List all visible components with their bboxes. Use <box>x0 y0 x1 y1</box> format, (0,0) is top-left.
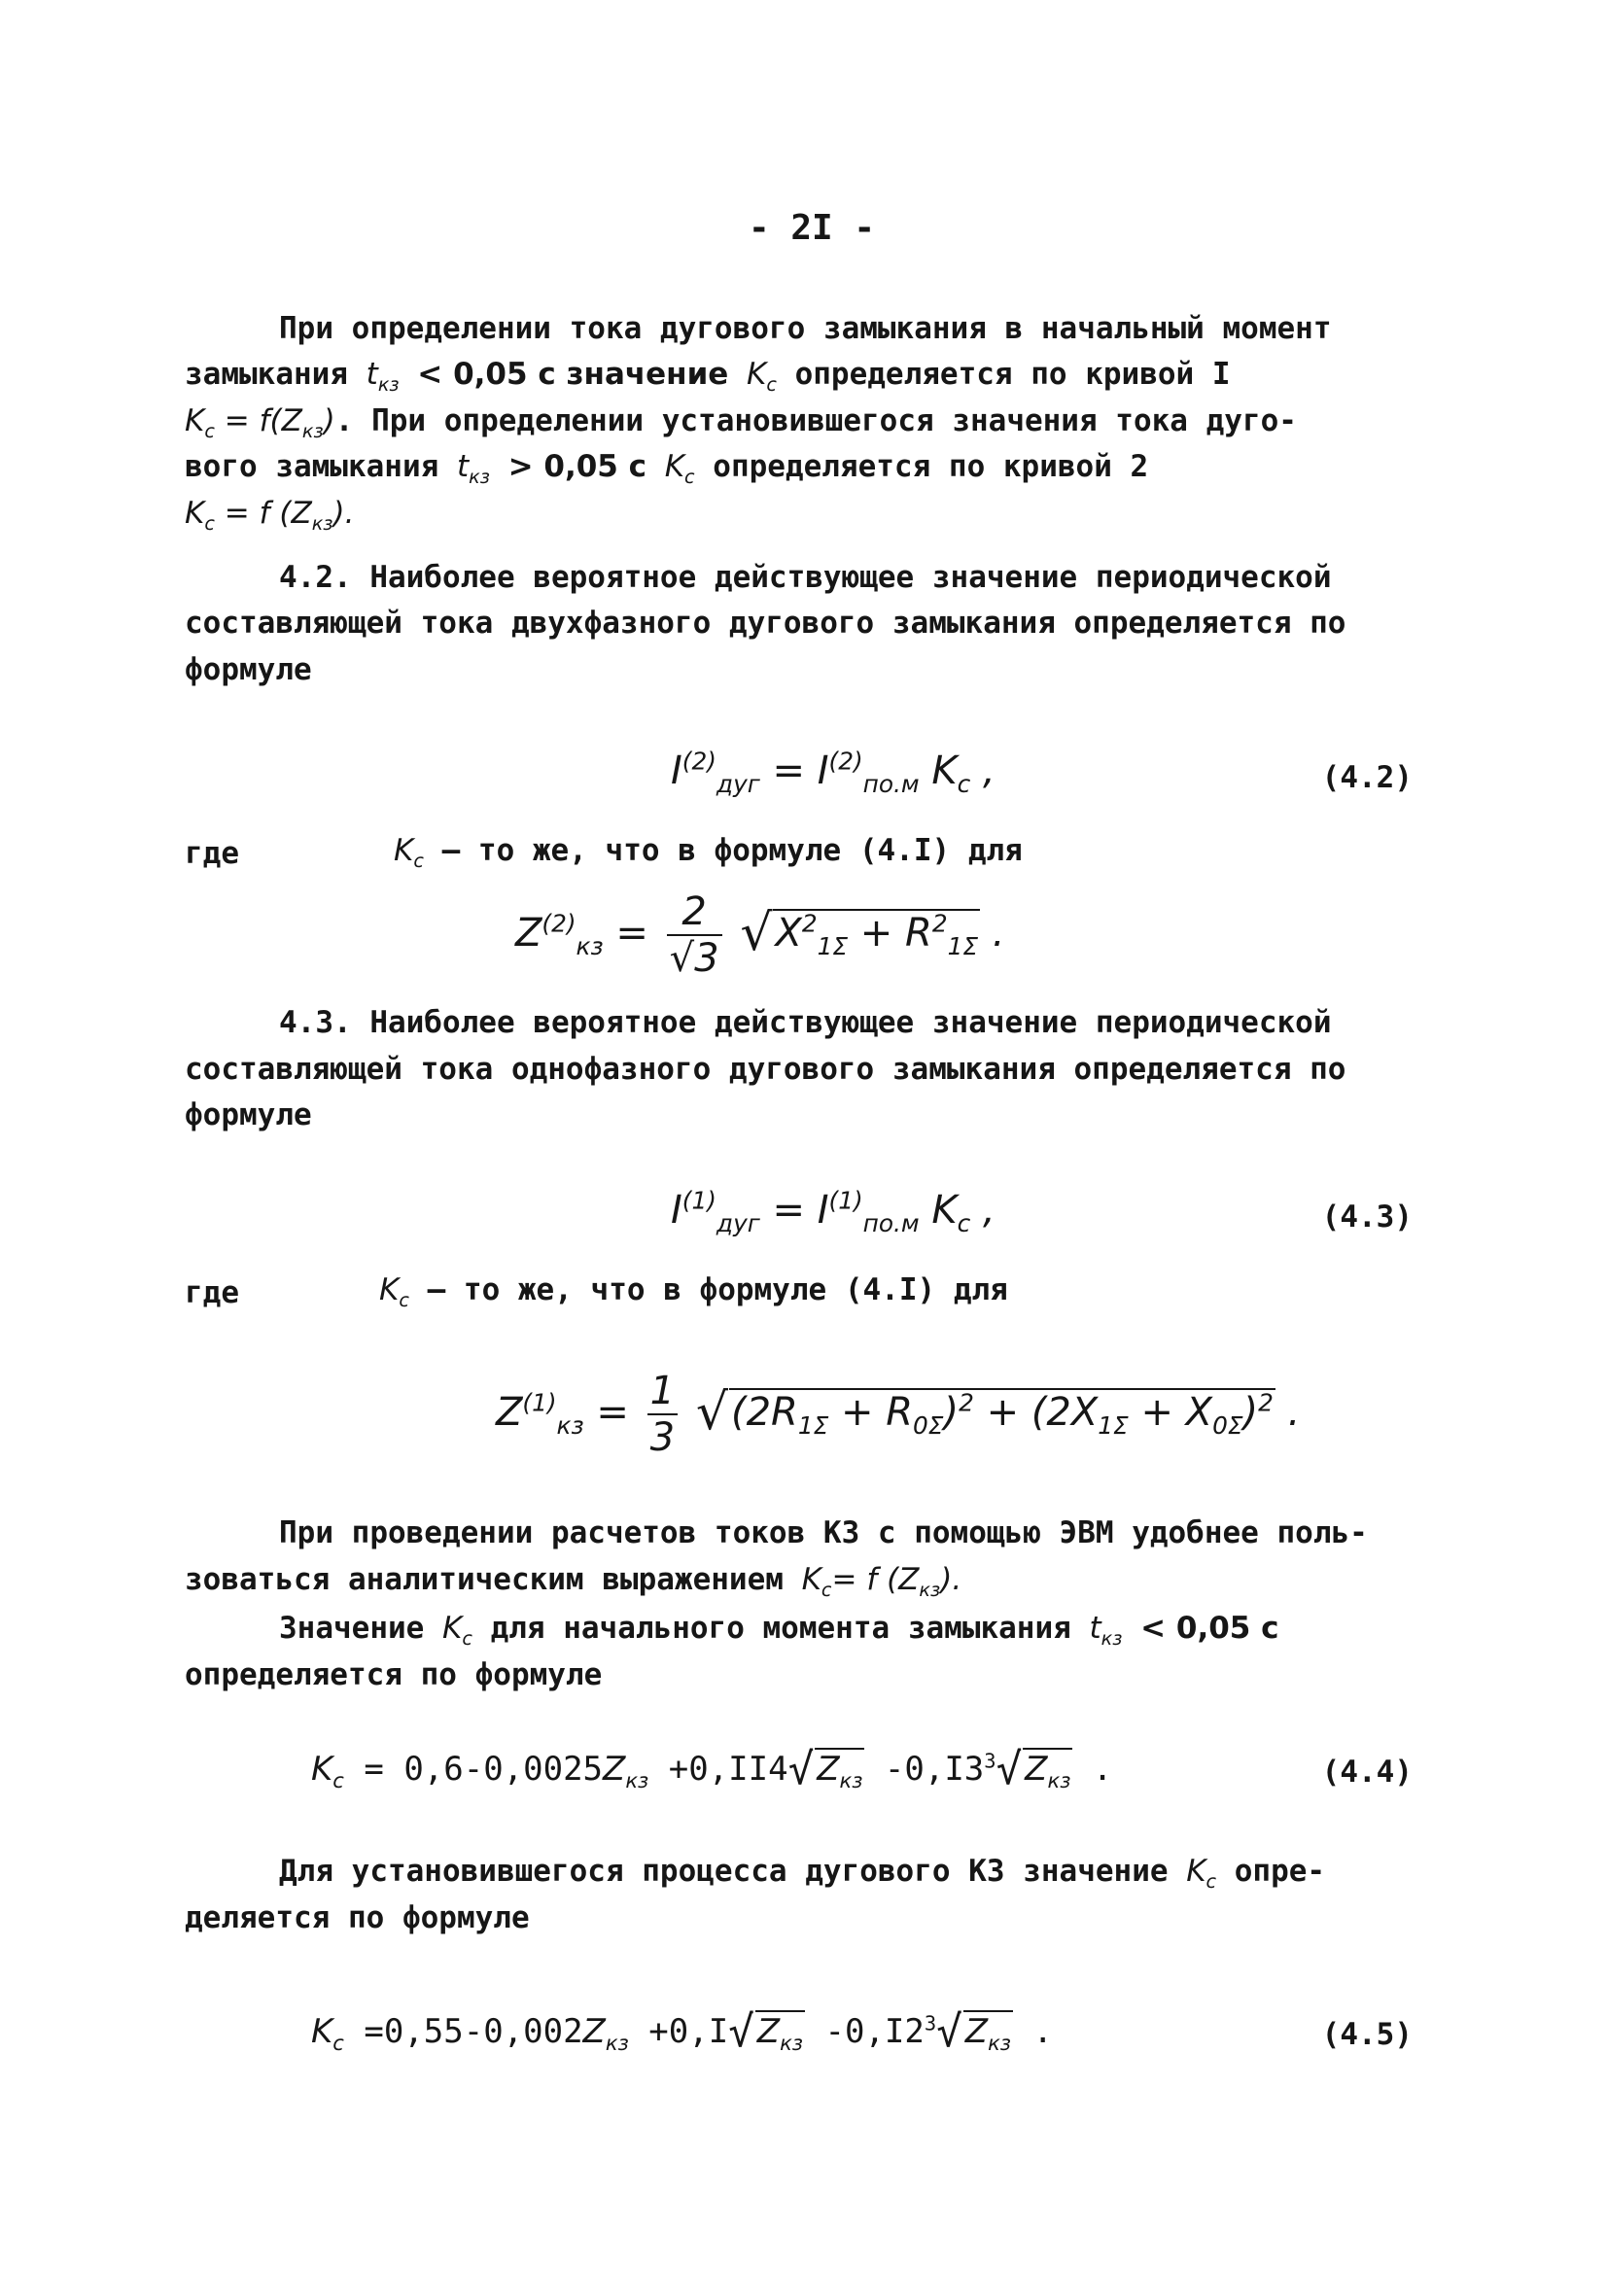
math-kc: $K_c$ <box>747 357 777 397</box>
paragraph-7-line-2: деляется по формуле <box>185 1900 530 1935</box>
equation-number-4-4: (4.4) <box>1321 1755 1413 1790</box>
math-t-kz: $t_{кз}$ <box>456 449 490 489</box>
equation-4-4: $K_c = 0,6-0,0025Z_{кз} +0,II4√Z_{кз}$ $-0,I3^3√Z_{кз}$ . <box>311 1745 1113 1794</box>
math-kc: $K_c$ <box>379 1272 409 1312</box>
equation-number-4-3: (4.3) <box>1321 1200 1413 1235</box>
paragraph-4-3-line-3: формуле <box>185 1097 312 1132</box>
math-kc-function: $K_c = f(Z_{кз})$ <box>185 403 335 443</box>
equation-4-3: $I^{(1)}_{дуг} = I^{(1)}_{по.м}$ $K_c$ , <box>671 1186 996 1237</box>
fraction: $\frac{1}{3}$ <box>647 1369 678 1460</box>
equation-z-kz-1: $Z^{(1)}_{кз}$ = $\frac{1}{3}$ $√(2R_{1\Sigma} + R_{0\Sigma})^2 + (2X_{1\Sigma} + X_{0\Sigma})^2$ . <box>496 1369 1301 1460</box>
math-kc: $K_c$ <box>394 833 424 873</box>
paragraph-4-2-line-3: формуле <box>185 652 312 687</box>
paragraph-1-line-5 <box>185 494 355 536</box>
math-t-kz: $t_{кз}$ <box>1089 1611 1123 1651</box>
paragraph-4-3-line-2: составляющей тока однофазного дугового замыкания определяется по <box>185 1052 1346 1087</box>
paragraph-5-line-1: При проведении расчетов токов КЗ с помощью ЭВМ удобнее поль- <box>279 1515 1368 1550</box>
paragraph-1-line-1: При определении тока дугового замыкания в начальный момент <box>279 311 1332 346</box>
where-clause: $K_c$ – то же, что в формуле (4.I) для <box>394 833 1023 873</box>
where-label: где <box>185 836 239 871</box>
math-kc: $K_c$ <box>1186 1854 1217 1894</box>
math-kc-function: $K_c= f$ $(Z_{кз})$. <box>801 1562 962 1602</box>
math-kc-function: $K_c = f$ $(Z_{кз})$. <box>185 496 355 536</box>
where-clause: $K_c$ – то же, что в формуле (4.I) для <box>379 1272 1008 1312</box>
equation-4-5: $K_c =0,55-0,002Z_{кз} +0,I√Z_{кз}$ $-0,I2^3√Z_{кз}$ . <box>311 2007 1053 2057</box>
equation-number-4-2: (4.2) <box>1321 760 1413 795</box>
paragraph-4-3-line-1: 4.3. Наиболее вероятное действующее значение периодической <box>279 1005 1332 1040</box>
paragraph-6-line-1: Значение $K_c$ для начального момента замыкания $t_{кз} < 0,05$ с <box>279 1611 1279 1651</box>
paragraph-4-2-line-2: составляющей тока двухфазного дугового замыкания определяется по <box>185 606 1346 641</box>
equation-number-4-5: (4.5) <box>1321 2017 1413 2052</box>
math-kc: $K_c$ <box>441 1611 472 1651</box>
fraction: $\frac{2}{√3}$ <box>667 889 722 981</box>
where-label: где <box>185 1275 239 1310</box>
paragraph-7-line-1: Для установившегося процесса дугового КЗ значение $K_c$ опре- <box>279 1854 1326 1894</box>
equation-z-kz-2: $Z^{(2)}_{кз}$ = $\frac{2}{√3}$ $√X^2_{1\Sigma} + R^2_{1\Sigma}$ . <box>515 889 1005 981</box>
paragraph-1-line-2: замыкания $t_{кз} < 0,05$ с значение $K_c$ определяется по кривой I <box>185 357 1231 397</box>
paragraph-4-2-line-1: 4.2. Наиболее вероятное действующее значение периодической <box>279 560 1332 595</box>
math-kc: $K_c$ <box>664 449 695 489</box>
math-t-kz: $t_{кз}$ <box>366 357 400 397</box>
paragraph-5-line-2: зоваться аналитическим выражением $K_c= f$ $(Z_{кз})$. <box>185 1562 962 1602</box>
page-number: - 2I - <box>749 208 876 248</box>
paragraph-1-line-4: вого замыкания $t_{кз} > 0,05$ с $K_c$ определяется по кривой 2 <box>185 449 1149 489</box>
paragraph-6-line-2: определяется по формуле <box>185 1657 603 1692</box>
equation-4-2: $I^{(2)}_{дуг} = I^{(2)}_{по.м}$ $K_c$ , <box>671 747 996 798</box>
paragraph-1-line-3: $K_c = f(Z_{кз})$. При определении установившегося значения тока дуго- <box>185 403 1297 443</box>
